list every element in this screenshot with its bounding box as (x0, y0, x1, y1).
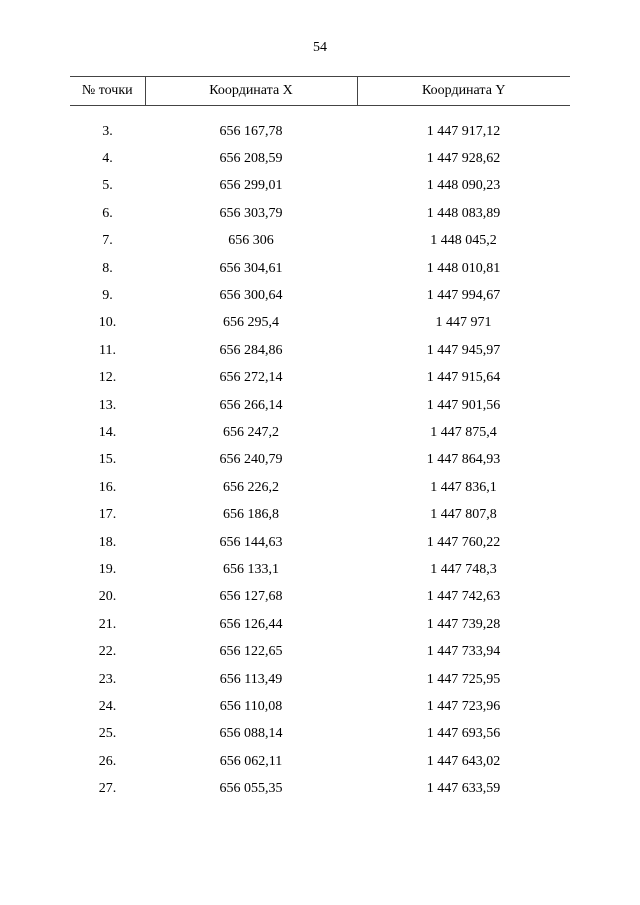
cell-point-number: 19. (98, 561, 117, 577)
cell-coordinate-y: 1 447 864,93 (426, 452, 501, 468)
table-row (70, 228, 570, 255)
table-row (70, 748, 570, 775)
table-row (70, 474, 570, 501)
cell-point-number: 6. (102, 205, 113, 221)
cell-point-number: 9. (102, 288, 113, 304)
cell-coordinate-x: 656 272,14 (219, 370, 283, 386)
table-row (70, 529, 570, 556)
table-row (70, 419, 570, 446)
cell-coordinate-x: 656 304,61 (219, 260, 283, 276)
cell-coordinate-x: 656 299,01 (219, 178, 283, 194)
cell-coordinate-y: 1 447 693,56 (426, 726, 501, 742)
cell-coordinate-y: 1 447 917,12 (426, 123, 501, 139)
table-row (70, 693, 570, 720)
cell-coordinate-x: 656 088,14 (219, 726, 283, 742)
header-coordinate-y: Координата Y (357, 77, 570, 106)
cell-coordinate-x: 656 062,11 (219, 753, 283, 769)
cell-point-number: 3. (102, 123, 113, 139)
cell-coordinate-y: 1 447 971 (435, 315, 492, 331)
header-row (70, 77, 570, 106)
coordinates-table (70, 76, 570, 803)
table-row (70, 584, 570, 611)
table-row (70, 721, 570, 748)
table-row (70, 337, 570, 364)
cell-point-number: 18. (98, 534, 117, 550)
cell-coordinate-y: 1 447 915,64 (426, 370, 501, 386)
cell-coordinate-y: 1 447 760,22 (426, 534, 501, 550)
cell-coordinate-x: 656 303,79 (219, 205, 283, 221)
cell-coordinate-y: 1 447 739,28 (426, 616, 501, 632)
table-row (70, 255, 570, 282)
table-row (70, 666, 570, 693)
cell-point-number: 14. (98, 424, 117, 440)
cell-coordinate-y: 1 447 901,56 (426, 397, 501, 413)
table-body (70, 106, 570, 803)
cell-coordinate-y: 1 447 633,59 (426, 781, 501, 797)
cell-point-number: 8. (102, 260, 113, 276)
table-row (70, 556, 570, 583)
cell-coordinate-y: 1 447 643,02 (426, 753, 501, 769)
cell-coordinate-y: 1 448 090,23 (426, 178, 501, 194)
cell-coordinate-x: 656 126,44 (219, 616, 283, 632)
cell-coordinate-x: 656 055,35 (219, 781, 283, 797)
cell-coordinate-x: 656 240,79 (219, 452, 283, 468)
cell-point-number: 11. (99, 342, 116, 358)
cell-point-number: 24. (98, 698, 117, 714)
table-row (70, 282, 570, 309)
cell-coordinate-x: 656 113,49 (219, 671, 283, 687)
table-row (70, 611, 570, 638)
cell-coordinate-y: 1 447 742,63 (426, 589, 501, 605)
cell-coordinate-x: 656 247,2 (223, 424, 279, 440)
cell-point-number: 17. (98, 507, 117, 523)
cell-coordinate-x: 656 300,64 (219, 288, 283, 304)
table-row (70, 365, 570, 392)
cell-point-number: 13. (98, 397, 117, 413)
table-row (70, 447, 570, 474)
cell-point-number: 23. (98, 671, 117, 687)
header-coordinate-x: Координата X (145, 77, 357, 106)
table-row (70, 775, 570, 802)
cell-coordinate-x: 656 208,59 (219, 151, 283, 167)
cell-coordinate-x: 656 122,65 (219, 644, 283, 660)
cell-coordinate-x: 656 306 (228, 233, 274, 249)
cell-coordinate-y: 1 447 928,62 (426, 151, 501, 167)
table-row (70, 200, 570, 227)
cell-point-number: 22. (98, 644, 117, 660)
table-row (70, 501, 570, 528)
cell-point-number: 7. (102, 233, 113, 249)
cell-coordinate-x: 656 295,4 (223, 315, 279, 331)
cell-point-number: 27. (98, 781, 117, 797)
cell-point-number: 16. (98, 479, 117, 495)
page-number: 54 (313, 40, 327, 55)
cell-coordinate-y: 1 448 010,81 (426, 260, 501, 276)
cell-coordinate-y: 1 447 836,1 (430, 479, 497, 495)
cell-point-number: 15. (98, 452, 117, 468)
cell-coordinate-y: 1 447 748,3 (430, 561, 497, 577)
cell-point-number: 12. (98, 370, 117, 386)
cell-coordinate-y: 1 447 994,67 (426, 288, 501, 304)
cell-coordinate-x: 656 226,2 (223, 479, 279, 495)
cell-coordinate-y: 1 447 807,8 (430, 507, 497, 523)
cell-point-number: 20. (98, 589, 117, 605)
cell-coordinate-x: 656 144,63 (219, 534, 283, 550)
cell-coordinate-x: 656 110,08 (219, 698, 283, 714)
cell-coordinate-y: 1 447 723,96 (426, 698, 501, 714)
header-point-number: № точки (70, 77, 145, 106)
cell-coordinate-y: 1 447 733,94 (426, 644, 501, 660)
table-row (70, 310, 570, 337)
cell-coordinate-y: 1 448 083,89 (426, 205, 501, 221)
table-row (70, 145, 570, 172)
table-row (70, 392, 570, 419)
cell-coordinate-x: 656 186,8 (223, 507, 279, 523)
cell-coordinate-y: 1 447 875,4 (430, 424, 497, 440)
table-row (70, 118, 570, 145)
cell-point-number: 10. (98, 315, 117, 331)
cell-coordinate-x: 656 133,1 (223, 561, 279, 577)
cell-coordinate-x: 656 284,86 (219, 342, 283, 358)
cell-point-number: 4. (102, 151, 113, 167)
table-spacer (70, 106, 570, 119)
table-row (70, 173, 570, 200)
table-header (70, 77, 570, 106)
cell-coordinate-y: 1 447 945,97 (426, 342, 501, 358)
cell-coordinate-y: 1 448 045,2 (430, 233, 497, 249)
table-row (70, 638, 570, 665)
cell-point-number: 25. (98, 726, 117, 742)
cell-coordinate-y: 1 447 725,95 (426, 671, 501, 687)
cell-coordinate-x: 656 127,68 (219, 589, 283, 605)
cell-coordinate-x: 656 167,78 (219, 123, 283, 139)
cell-point-number: 26. (98, 753, 117, 769)
cell-point-number: 5. (102, 178, 113, 194)
cell-point-number: 21. (98, 616, 117, 632)
cell-coordinate-x: 656 266,14 (219, 397, 283, 413)
